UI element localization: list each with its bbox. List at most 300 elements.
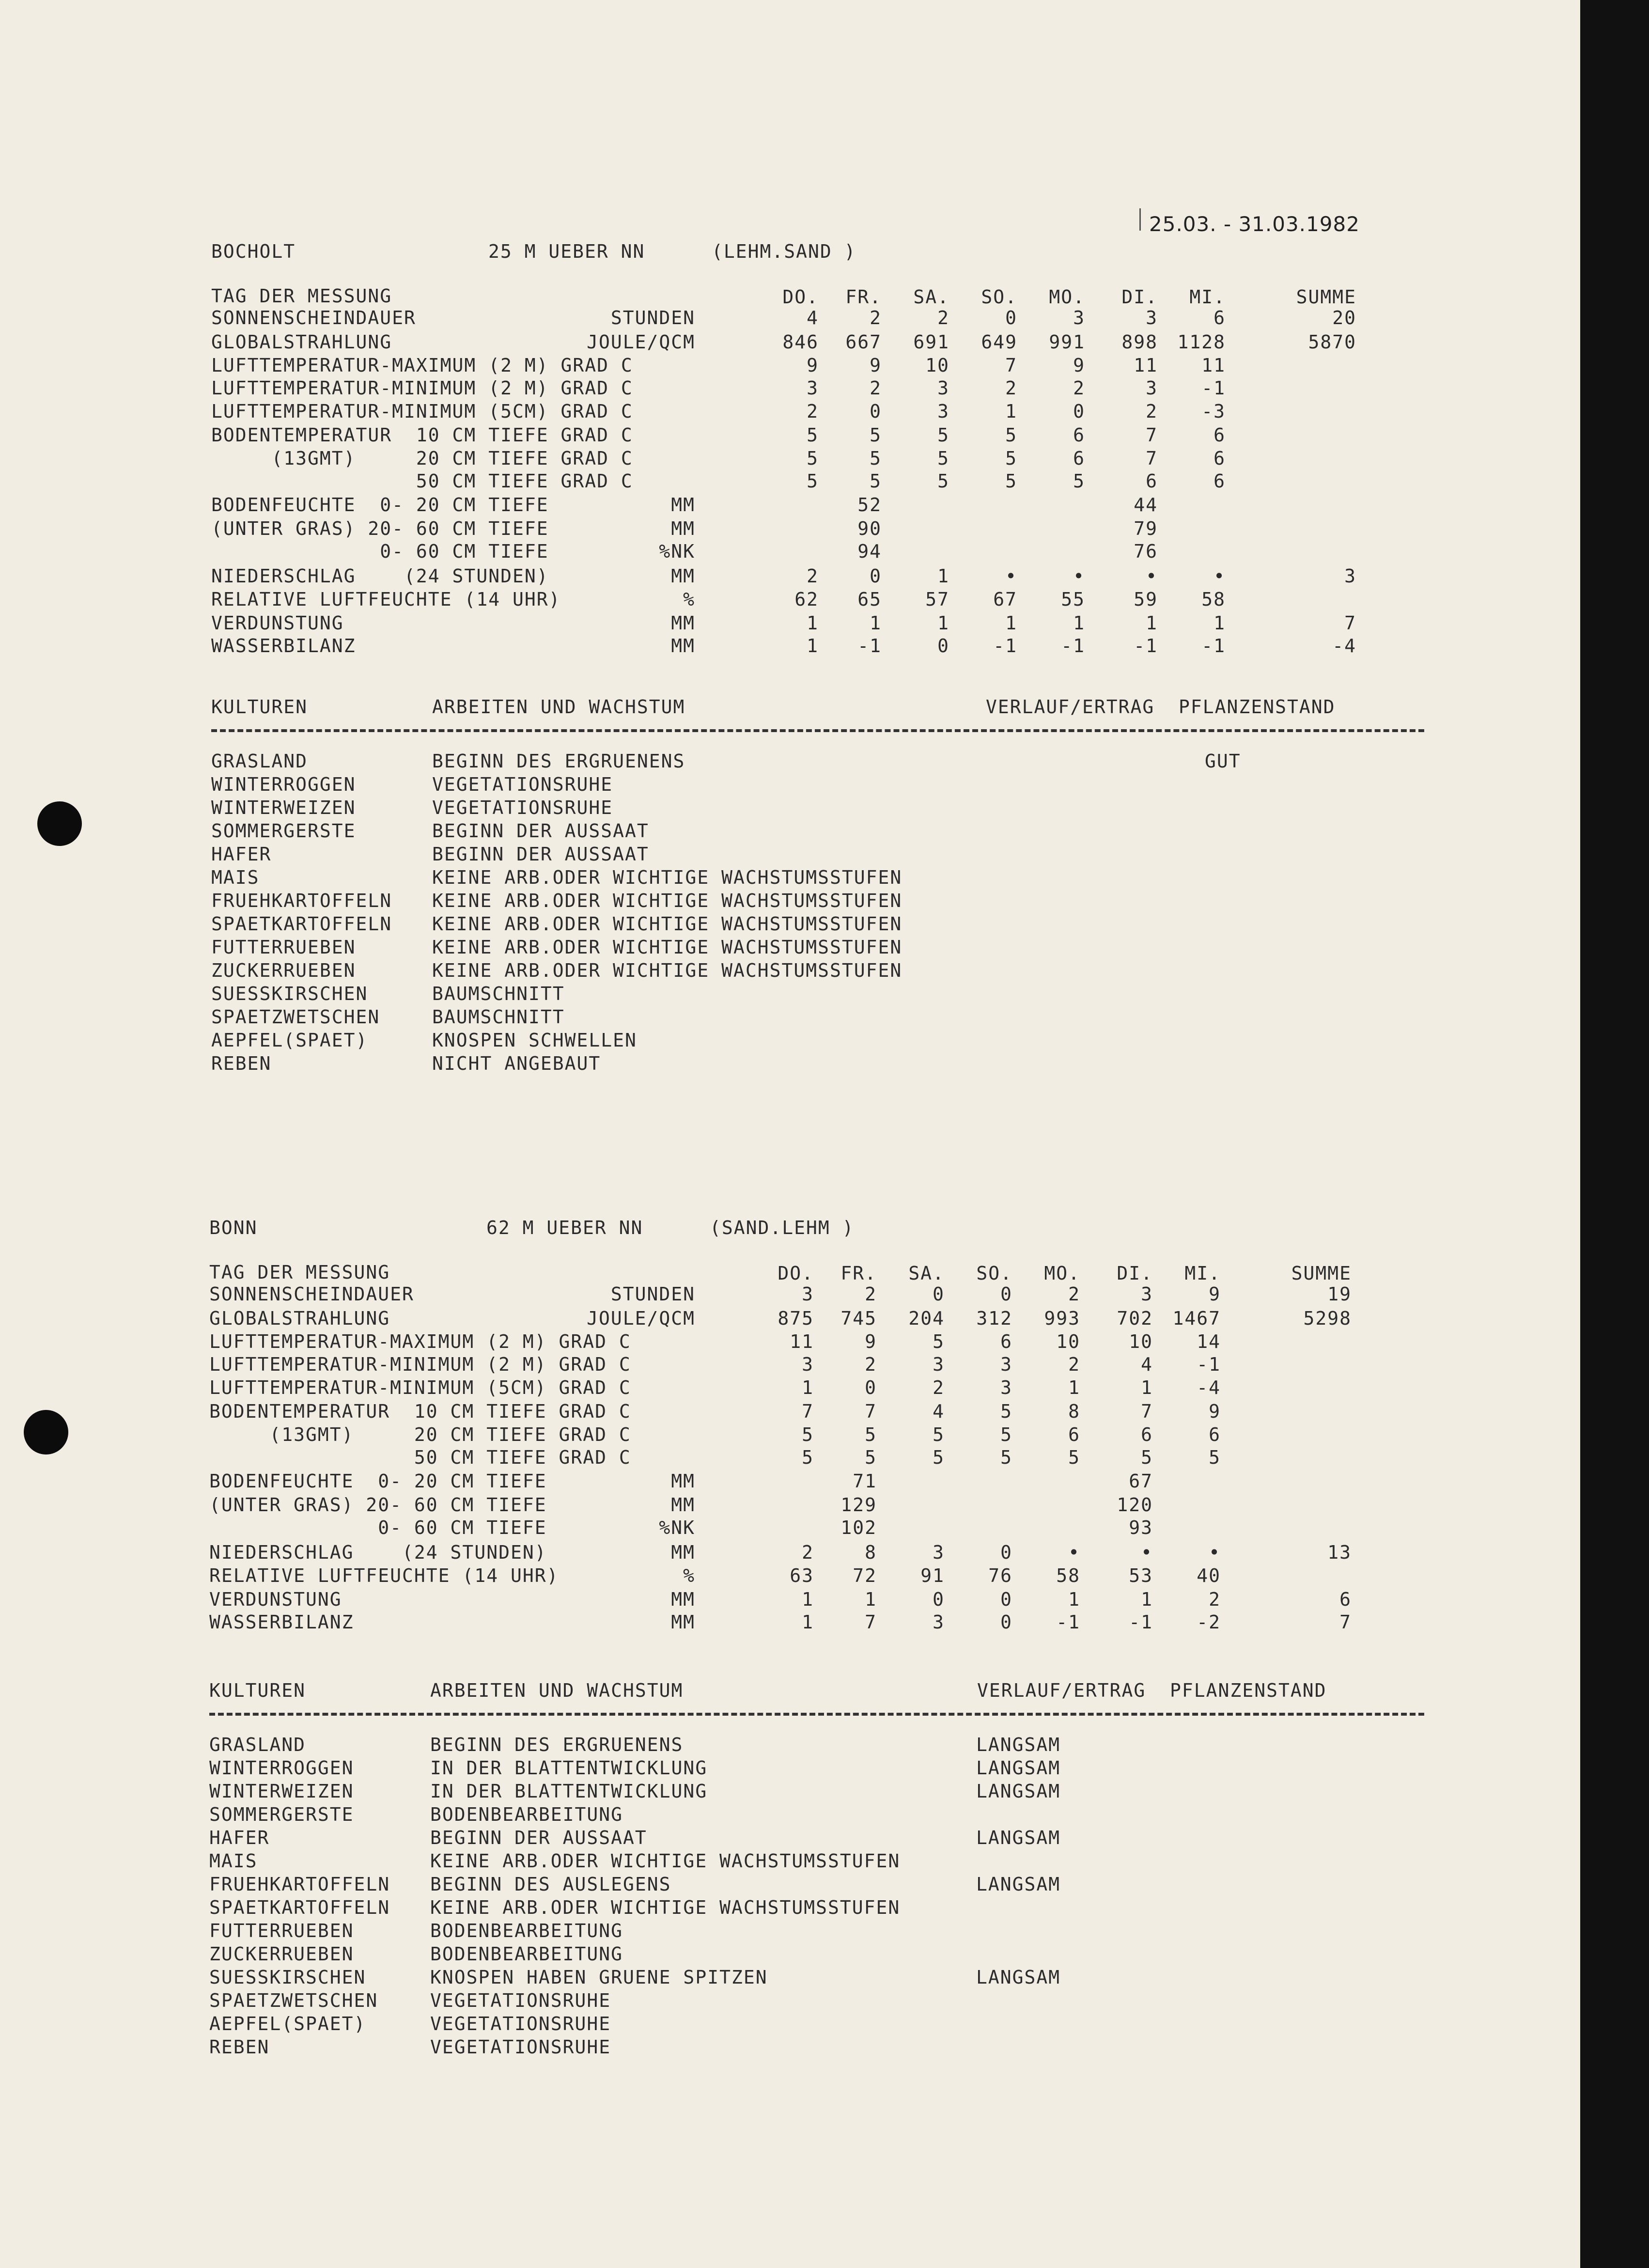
- value-relfeucht-6: 59: [1134, 589, 1158, 610]
- value-tmin-2: 2: [865, 1354, 877, 1375]
- day-header-5: MO.: [1049, 286, 1085, 308]
- culture-header-arbeiten: ARBEITEN UND WACHSTUM: [432, 696, 685, 718]
- value-boden1-4: 5: [1000, 1401, 1012, 1422]
- value-nieder-2: 8: [865, 1542, 877, 1563]
- culture-work: KNOSPEN HABEN GRUENE SPITZEN: [430, 1967, 768, 1988]
- value-tmin5-5: 1: [1068, 1377, 1080, 1398]
- value-tmin-3: 3: [933, 1354, 945, 1375]
- culture-name: AEPFEL(SPAET): [211, 1030, 368, 1051]
- value-nieder-7: •: [1209, 1542, 1221, 1563]
- row-label-feucht3: 0- 60 CM TIEFE: [209, 1517, 547, 1538]
- value-wasser-2: -1: [857, 635, 882, 657]
- row-label-tmin: LUFTTEMPERATUR-MINIMUM (2 M) GRAD C: [209, 1354, 631, 1375]
- culture-name: SPAETZWETSCHEN: [209, 1990, 378, 2011]
- value-global-3: 204: [908, 1308, 945, 1329]
- value-verdunst-2: 1: [865, 1589, 877, 1610]
- value-boden2-4: 5: [1005, 448, 1017, 469]
- value-relfeucht-4: 67: [993, 589, 1017, 610]
- value-boden1-6: 7: [1146, 424, 1158, 446]
- value-global-8: 5870: [1308, 331, 1356, 353]
- value-sonne-7: 9: [1209, 1283, 1221, 1305]
- value-global-4: 649: [981, 331, 1017, 353]
- value-boden3-7: 6: [1213, 470, 1226, 492]
- culture-work: BEGINN DES ERGRUENENS: [432, 751, 685, 772]
- culture-name: SPAETKARTOFFELN: [209, 1897, 390, 1918]
- culture-name: ZUCKERRUEBEN: [209, 1943, 354, 1965]
- culture-status: LANGSAM: [976, 1874, 1061, 1895]
- culture-name: SUESSKIRSCHEN: [211, 983, 368, 1004]
- day-header-7: MI.: [1189, 286, 1226, 308]
- value-verdunst-8: 6: [1339, 1589, 1352, 1610]
- value-tmin5-7: -3: [1201, 401, 1226, 422]
- value-boden3-4: 5: [1005, 470, 1017, 492]
- value-boden3-5: 5: [1068, 1447, 1080, 1468]
- value-sonne-1: 3: [802, 1283, 814, 1305]
- station-name: BOCHOLT: [211, 241, 296, 262]
- row-label-nieder: NIEDERSCHLAG (24 STUNDEN): [209, 1542, 547, 1563]
- row-label-feucht2: (UNTER GRAS) 20- 60 CM TIEFE: [209, 1494, 547, 1516]
- value-wasser-6: -1: [1129, 1611, 1153, 1633]
- culture-work: BAUMSCHNITT: [432, 983, 565, 1004]
- value-nieder-1: 2: [807, 565, 819, 587]
- culture-name: REBEN: [211, 1053, 272, 1074]
- value-tmin5-3: 2: [933, 1377, 945, 1398]
- culture-name: SPAETKARTOFFELN: [211, 913, 392, 935]
- value-boden2-1: 5: [802, 1424, 814, 1445]
- value-boden2-2: 5: [865, 1424, 877, 1445]
- value-sonne-6: 3: [1141, 1283, 1153, 1305]
- row-label-global: GLOBALSTRAHLUNG: [211, 331, 392, 353]
- value-wasser-7: -1: [1201, 635, 1226, 657]
- value-global-3: 691: [913, 331, 949, 353]
- date-range: 25.03. - 31.03.1982: [1149, 212, 1360, 236]
- culture-work: BEGINN DER AUSSAAT: [430, 1827, 647, 1848]
- value-sonne-8: 20: [1332, 307, 1356, 328]
- value-sonne-2: 2: [865, 1283, 877, 1305]
- value-tmin5-5: 0: [1073, 401, 1085, 422]
- culture-work: KEINE ARB.ODER WICHTIGE WACHSTUMSSTUFEN: [432, 960, 902, 981]
- value-sonne-6: 3: [1146, 307, 1158, 328]
- value-verdunst-5: 1: [1068, 1589, 1080, 1610]
- value-nieder-3: 1: [937, 565, 949, 587]
- value-sonne-1: 4: [807, 307, 819, 328]
- row-label-feucht1: BODENFEUCHTE 0- 20 CM TIEFE: [211, 494, 549, 516]
- value-tmin5-3: 3: [937, 401, 949, 422]
- value-boden3-2: 5: [865, 1447, 877, 1468]
- value-boden3-6: 6: [1146, 470, 1158, 492]
- row-label-sonne: SONNENSCHEINDAUER: [209, 1283, 414, 1305]
- culture-name: WINTERROGGEN: [209, 1757, 354, 1779]
- value-tmax-5: 9: [1073, 355, 1085, 376]
- value-wasser-3: 3: [933, 1611, 945, 1633]
- value-boden3-2: 5: [870, 470, 882, 492]
- row-label-relfeucht: RELATIVE LUFTFEUCHTE (14 UHR): [209, 1565, 559, 1586]
- value-boden3-1: 5: [807, 470, 819, 492]
- value-nieder-6: •: [1146, 565, 1158, 587]
- culture-name: MAIS: [211, 867, 260, 888]
- culture-work: BAUMSCHNITT: [432, 1006, 565, 1028]
- value-global-2: 745: [840, 1308, 877, 1329]
- value-wasser-7: -2: [1197, 1611, 1221, 1633]
- value-boden3-5: 5: [1073, 470, 1085, 492]
- culture-work: IN DER BLATTENTWICKLUNG: [430, 1781, 708, 1802]
- culture-header-arbeiten: ARBEITEN UND WACHSTUM: [430, 1680, 684, 1701]
- value-tmin5-4: 3: [1000, 1377, 1012, 1398]
- day-header-3: SA.: [908, 1263, 945, 1284]
- culture-name: WINTERROGGEN: [211, 774, 356, 795]
- row-label-verdunst: VERDUNSTUNG: [209, 1589, 342, 1610]
- value-nieder-3: 3: [933, 1542, 945, 1563]
- culture-work: IN DER BLATTENTWICKLUNG: [430, 1757, 708, 1779]
- value-relfeucht-3: 91: [920, 1565, 945, 1586]
- culture-name: WINTERWEIZEN: [209, 1781, 354, 1802]
- value-tmax-6: 10: [1129, 1331, 1153, 1352]
- value-global-6: 898: [1121, 331, 1158, 353]
- value-tmax-3: 10: [925, 355, 949, 376]
- row-label-tmin5: LUFTTEMPERATUR-MINIMUM (5CM) GRAD C: [209, 1377, 631, 1398]
- value-nieder-2: 0: [870, 565, 882, 587]
- value-global-4: 312: [976, 1308, 1012, 1329]
- value-boden1-3: 4: [933, 1401, 945, 1422]
- value-verdunst-6: 1: [1146, 612, 1158, 634]
- row-label-wasser: WASSERBILANZ: [209, 1611, 354, 1633]
- value-boden1-7: 9: [1209, 1401, 1221, 1422]
- row-label-sonne: SONNENSCHEINDAUER: [211, 307, 416, 328]
- row-label-feucht1: BODENFEUCHTE 0- 20 CM TIEFE: [209, 1470, 547, 1492]
- value-verdunst-5: 1: [1073, 612, 1085, 634]
- value-verdunst-2: 1: [870, 612, 882, 634]
- culture-work: BEGINN DER AUSSAAT: [432, 820, 649, 842]
- value-nieder-8: 13: [1327, 1542, 1352, 1563]
- value-global-1: 846: [782, 331, 819, 353]
- value-tmin5-1: 2: [807, 401, 819, 422]
- value-boden1-5: 8: [1068, 1401, 1080, 1422]
- value-wasser-4: -1: [993, 635, 1017, 657]
- culture-name: GRASLAND: [209, 1734, 306, 1755]
- row-label-nieder: NIEDERSCHLAG (24 STUNDEN): [211, 565, 549, 587]
- culture-work: VEGETATIONSRUHE: [430, 2036, 611, 2058]
- day-header-2: FR.: [840, 1263, 877, 1284]
- station-soil: (SAND.LEHM ): [710, 1217, 855, 1238]
- value-relfeucht-6: 53: [1129, 1565, 1153, 1586]
- value-nieder-4: •: [1005, 565, 1017, 587]
- day-header-1: DO.: [778, 1263, 814, 1284]
- value-sonne-4: 0: [1005, 307, 1017, 328]
- value-tmax-2: 9: [865, 1331, 877, 1352]
- culture-divider: [211, 729, 1424, 732]
- day-header-4: SO.: [976, 1263, 1012, 1284]
- value-wasser-8: 7: [1339, 1611, 1352, 1633]
- value-tmin-2: 2: [870, 377, 882, 399]
- value-tmax-1: 9: [807, 355, 819, 376]
- culture-name: HAFER: [211, 844, 272, 865]
- value-global-6: 702: [1117, 1308, 1153, 1329]
- culture-name: SUESSKIRSCHEN: [209, 1967, 366, 1988]
- station-soil: (LEHM.SAND ): [712, 241, 856, 262]
- value-boden3-3: 5: [933, 1447, 945, 1468]
- unit-wasser: MM: [671, 635, 695, 657]
- value-tmin-4: 3: [1000, 1354, 1012, 1375]
- culture-status: LANGSAM: [976, 1781, 1061, 1802]
- value-verdunst-4: 0: [1000, 1589, 1012, 1610]
- culture-header-kulturen: KULTUREN: [211, 696, 308, 718]
- value-boden2-6: 6: [1141, 1424, 1153, 1445]
- value-boden2-5: 6: [1073, 448, 1085, 469]
- culture-work: KEINE ARB.ODER WICHTIGE WACHSTUMSSTUFEN: [430, 1897, 901, 1918]
- value-relfeucht-7: 40: [1197, 1565, 1221, 1586]
- row-label-boden3: 50 CM TIEFE GRAD C: [211, 470, 633, 492]
- culture-work: VEGETATIONSRUHE: [432, 797, 613, 818]
- value-tmin-3: 3: [937, 377, 949, 399]
- station-height: 25 M UEBER NN: [488, 241, 645, 262]
- sum-header: SUMME: [1296, 286, 1356, 308]
- unit-feucht1: MM: [671, 1470, 695, 1492]
- station-height: 62 M UEBER NN: [486, 1217, 643, 1238]
- value-nieder-4: 0: [1000, 1542, 1012, 1563]
- value-tmin-5: 2: [1073, 377, 1085, 399]
- value-tmin5-4: 1: [1005, 401, 1017, 422]
- value-nieder-5: •: [1068, 1542, 1080, 1563]
- value-boden2-3: 5: [933, 1424, 945, 1445]
- culture-name: FUTTERRUEBEN: [211, 937, 356, 958]
- day-header-2: FR.: [845, 286, 882, 308]
- row-label-wasser: WASSERBILANZ: [211, 635, 356, 657]
- value-feucht3-6: 93: [1129, 1517, 1153, 1538]
- value-boden1-6: 7: [1141, 1401, 1153, 1422]
- culture-name: ZUCKERRUEBEN: [211, 960, 356, 981]
- station-name: BONN: [209, 1217, 258, 1238]
- culture-header-verlauf: VERLAUF/ERTRAG PFLANZENSTAND: [977, 1680, 1327, 1701]
- value-verdunst-3: 0: [933, 1589, 945, 1610]
- value-nieder-8: 3: [1344, 565, 1356, 587]
- value-relfeucht-1: 63: [790, 1565, 814, 1586]
- date-marker: [1139, 208, 1141, 231]
- unit-feucht2: MM: [671, 1494, 695, 1516]
- culture-header-verlauf: VERLAUF/ERTRAG PFLANZENSTAND: [986, 696, 1336, 718]
- value-verdunst-8: 7: [1344, 612, 1356, 634]
- culture-name: FRUEHKARTOFFELN: [211, 890, 392, 911]
- day-header-label: TAG DER MESSUNG: [209, 1262, 390, 1283]
- culture-work: KEINE ARB.ODER WICHTIGE WACHSTUMSSTUFEN: [432, 867, 902, 888]
- culture-work: NICHT ANGEBAUT: [432, 1053, 601, 1074]
- unit-relfeucht: %: [683, 1565, 695, 1586]
- value-relfeucht-2: 65: [857, 589, 882, 610]
- unit-relfeucht: %: [683, 589, 695, 610]
- value-boden3-1: 5: [802, 1447, 814, 1468]
- value-global-5: 993: [1044, 1308, 1080, 1329]
- day-header-6: DI.: [1117, 1263, 1153, 1284]
- culture-work: BODENBEARBEITUNG: [430, 1920, 623, 1941]
- value-relfeucht-5: 58: [1056, 1565, 1080, 1586]
- value-tmax-7: 14: [1197, 1331, 1221, 1352]
- culture-work: VEGETATIONSRUHE: [432, 774, 613, 795]
- culture-work: KEINE ARB.ODER WICHTIGE WACHSTUMSSTUFEN: [432, 890, 902, 911]
- unit-sonne: STUNDEN: [610, 1283, 695, 1305]
- value-verdunst-1: 1: [802, 1589, 814, 1610]
- value-tmin-7: -1: [1201, 377, 1226, 399]
- row-label-feucht3: 0- 60 CM TIEFE: [211, 541, 549, 562]
- culture-status: LANGSAM: [976, 1827, 1061, 1848]
- value-global-7: 1467: [1172, 1308, 1221, 1329]
- value-boden3-4: 5: [1000, 1447, 1012, 1468]
- value-boden2-4: 5: [1000, 1424, 1012, 1445]
- value-feucht1-6: 67: [1129, 1470, 1153, 1492]
- value-relfeucht-2: 72: [853, 1565, 877, 1586]
- value-boden2-5: 6: [1068, 1424, 1080, 1445]
- value-tmax-7: 11: [1201, 355, 1226, 376]
- value-nieder-1: 2: [802, 1542, 814, 1563]
- value-verdunst-7: 1: [1213, 612, 1226, 634]
- value-sonne-3: 0: [933, 1283, 945, 1305]
- value-feucht1-2: 52: [857, 494, 882, 516]
- culture-name: AEPFEL(SPAET): [209, 2013, 366, 2034]
- sum-header: SUMME: [1291, 1263, 1352, 1284]
- row-label-boden1: BODENTEMPERATUR 10 CM TIEFE GRAD C: [211, 424, 633, 446]
- value-verdunst-7: 2: [1209, 1589, 1221, 1610]
- row-label-boden2: (13GMT) 20 CM TIEFE GRAD C: [211, 448, 633, 469]
- culture-work: VEGETATIONSRUHE: [430, 1990, 611, 2011]
- value-global-5: 991: [1049, 331, 1085, 353]
- culture-work: BEGINN DES AUSLEGENS: [430, 1874, 671, 1895]
- value-wasser-1: 1: [802, 1611, 814, 1633]
- value-sonne-3: 2: [937, 307, 949, 328]
- value-boden1-5: 6: [1073, 424, 1085, 446]
- day-header-1: DO.: [782, 286, 819, 308]
- value-feucht3-6: 76: [1134, 541, 1158, 562]
- value-tmax-5: 10: [1056, 1331, 1080, 1352]
- unit-feucht3: %NK: [659, 541, 695, 562]
- row-label-boden1: BODENTEMPERATUR 10 CM TIEFE GRAD C: [209, 1401, 631, 1422]
- culture-name: FUTTERRUEBEN: [209, 1920, 354, 1941]
- value-feucht2-6: 79: [1134, 518, 1158, 539]
- day-header-6: DI.: [1121, 286, 1158, 308]
- value-boden1-3: 5: [937, 424, 949, 446]
- value-tmax-6: 11: [1134, 355, 1158, 376]
- culture-work: BODENBEARBEITUNG: [430, 1804, 623, 1825]
- value-wasser-6: -1: [1134, 635, 1158, 657]
- culture-name: SOMMERGERSTE: [209, 1804, 354, 1825]
- culture-work: KEINE ARB.ODER WICHTIGE WACHSTUMSSTUFEN: [432, 913, 902, 935]
- value-feucht3-2: 94: [857, 541, 882, 562]
- value-boden1-4: 5: [1005, 424, 1017, 446]
- value-verdunst-1: 1: [807, 612, 819, 634]
- value-nieder-7: •: [1213, 565, 1226, 587]
- value-relfeucht-3: 57: [925, 589, 949, 610]
- value-feucht2-2: 129: [840, 1494, 877, 1516]
- day-header-label: TAG DER MESSUNG: [211, 285, 392, 307]
- value-boden3-6: 5: [1141, 1447, 1153, 1468]
- culture-status: LANGSAM: [976, 1967, 1061, 1988]
- culture-name: MAIS: [209, 1850, 258, 1872]
- unit-wasser: MM: [671, 1611, 695, 1633]
- row-label-verdunst: VERDUNSTUNG: [211, 612, 344, 634]
- value-sonne-2: 2: [870, 307, 882, 328]
- value-relfeucht-5: 55: [1061, 589, 1085, 610]
- unit-nieder: MM: [671, 565, 695, 587]
- culture-status: GUT: [1205, 751, 1241, 772]
- value-tmax-2: 9: [870, 355, 882, 376]
- culture-work: VEGETATIONSRUHE: [430, 2013, 611, 2034]
- value-tmin-1: 3: [807, 377, 819, 399]
- value-wasser-1: 1: [807, 635, 819, 657]
- value-boden3-7: 5: [1209, 1447, 1221, 1468]
- value-relfeucht-1: 62: [794, 589, 819, 610]
- row-label-tmax: LUFTTEMPERATUR-MAXIMUM (2 M) GRAD C: [209, 1331, 631, 1352]
- value-boden3-3: 5: [937, 470, 949, 492]
- culture-name: HAFER: [209, 1827, 270, 1848]
- row-label-tmax: LUFTTEMPERATUR-MAXIMUM (2 M) GRAD C: [211, 355, 633, 376]
- value-boden1-2: 7: [865, 1401, 877, 1422]
- value-tmin-6: 4: [1141, 1354, 1153, 1375]
- punch-hole-top: [37, 801, 82, 846]
- value-tmin-4: 2: [1005, 377, 1017, 399]
- value-boden2-2: 5: [870, 448, 882, 469]
- value-wasser-5: -1: [1061, 635, 1085, 657]
- day-header-4: SO.: [981, 286, 1017, 308]
- value-boden2-7: 6: [1213, 448, 1226, 469]
- row-label-feucht2: (UNTER GRAS) 20- 60 CM TIEFE: [211, 518, 549, 539]
- value-tmin5-2: 0: [870, 401, 882, 422]
- value-tmin-5: 2: [1068, 1354, 1080, 1375]
- culture-work: KEINE ARB.ODER WICHTIGE WACHSTUMSSTUFEN: [432, 937, 902, 958]
- value-verdunst-6: 1: [1141, 1589, 1153, 1610]
- value-verdunst-4: 1: [1005, 612, 1017, 634]
- unit-feucht3: %NK: [659, 1517, 695, 1538]
- unit-nieder: MM: [671, 1542, 695, 1563]
- culture-name: WINTERWEIZEN: [211, 797, 356, 818]
- value-sonne-5: 2: [1068, 1283, 1080, 1305]
- value-tmax-3: 5: [933, 1331, 945, 1352]
- value-boden1-7: 6: [1213, 424, 1226, 446]
- row-label-boden2: (13GMT) 20 CM TIEFE GRAD C: [209, 1424, 631, 1445]
- value-global-2: 667: [845, 331, 882, 353]
- unit-verdunst: MM: [671, 1589, 695, 1610]
- value-tmin-6: 3: [1146, 377, 1158, 399]
- value-nieder-5: •: [1073, 565, 1085, 587]
- value-tmax-1: 11: [790, 1331, 814, 1352]
- value-wasser-3: 0: [937, 635, 949, 657]
- value-tmin5-2: 0: [865, 1377, 877, 1398]
- value-sonne-7: 6: [1213, 307, 1226, 328]
- value-sonne-5: 3: [1073, 307, 1085, 328]
- row-label-relfeucht: RELATIVE LUFTFEUCHTE (14 UHR): [211, 589, 561, 610]
- value-feucht2-2: 90: [857, 518, 882, 539]
- unit-feucht2: MM: [671, 518, 695, 539]
- value-global-7: 1128: [1177, 331, 1226, 353]
- value-tmin-7: -1: [1197, 1354, 1221, 1375]
- culture-name: SOMMERGERSTE: [211, 820, 356, 842]
- unit-global: JOULE/QCM: [587, 1308, 695, 1329]
- culture-work: BODENBEARBEITUNG: [430, 1943, 623, 1965]
- value-sonne-4: 0: [1000, 1283, 1012, 1305]
- value-feucht2-6: 120: [1117, 1494, 1153, 1516]
- row-label-tmin: LUFTTEMPERATUR-MINIMUM (2 M) GRAD C: [211, 377, 633, 399]
- value-tmin5-7: -4: [1197, 1377, 1221, 1398]
- value-relfeucht-4: 76: [988, 1565, 1012, 1586]
- value-nieder-6: •: [1141, 1542, 1153, 1563]
- row-label-global: GLOBALSTRAHLUNG: [209, 1308, 390, 1329]
- value-global-1: 875: [778, 1308, 814, 1329]
- value-relfeucht-7: 58: [1201, 589, 1226, 610]
- culture-work: KNOSPEN SCHWELLEN: [432, 1030, 637, 1051]
- culture-name: FRUEHKARTOFFELN: [209, 1874, 390, 1895]
- culture-work: BEGINN DES ERGRUENENS: [430, 1734, 684, 1755]
- day-header-5: MO.: [1044, 1263, 1080, 1284]
- value-verdunst-3: 1: [937, 612, 949, 634]
- value-wasser-8: -4: [1332, 635, 1356, 657]
- culture-name: GRASLAND: [211, 751, 308, 772]
- value-tmin5-1: 1: [802, 1377, 814, 1398]
